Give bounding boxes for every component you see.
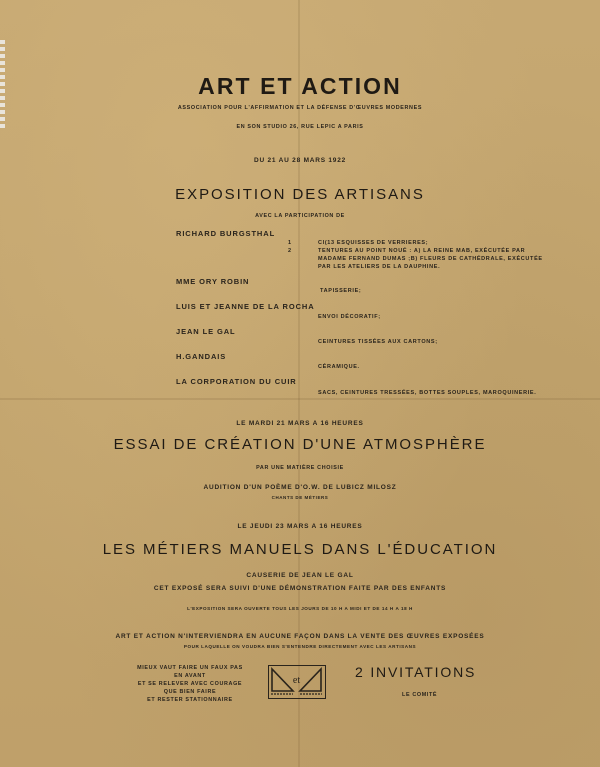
association-subtitle: ASSOCIATION POUR L'AFFIRMATION ET LA DÉFENSE D'ŒUVRES MODERNES bbox=[177, 105, 423, 111]
sales-notice: ART ET ACTION N'INTERVIENDRA EN AUCUNE FAÇON DANS LA VENTE DES ŒUVRES EXPOSÉES bbox=[115, 633, 485, 640]
motto-line: ET SE RELEVER AVEC COURAGE bbox=[137, 681, 243, 687]
participant-description: TENTURES AU POINT NOUÉ : A) LA REINE MAB, EXÉCUTÉE PAR bbox=[318, 248, 526, 254]
svg-text:et: et bbox=[292, 675, 301, 686]
event2-date: LE JEUDI 23 MARS A 16 HEURES bbox=[237, 523, 363, 530]
exposition-title: EXPOSITION DES ARTISANS bbox=[175, 186, 425, 203]
opening-hours: L'EXPOSITION SERA OUVERTE TOUS LES JOURS DE 10 H A MIDI ET DE 14 H A 18 H bbox=[187, 606, 413, 611]
item-number: 2 bbox=[288, 248, 292, 254]
event1-title: ESSAI DE CRÉATION D'UNE ATMOSPHÈRE bbox=[113, 436, 487, 453]
poster-title: ART ET ACTION bbox=[198, 73, 402, 99]
participant-name: LA CORPORATION DU CUIR bbox=[176, 377, 297, 386]
address: EN SON STUDIO 26, RUE LEPIC A PARIS bbox=[236, 124, 364, 130]
event1-subtitle: PAR UNE MATIÈRE CHOISIE bbox=[256, 465, 344, 471]
event2-title: LES MÉTIERS MANUELS DANS L'ÉDUCATION bbox=[102, 541, 498, 558]
participant-description: CÉRAMIQUE. bbox=[318, 364, 360, 370]
motto-line: QUE BIEN FAIRE bbox=[163, 689, 217, 695]
exhibition-dates: DU 21 AU 28 MARS 1922 bbox=[253, 157, 346, 164]
invitations-count: 2 INVITATIONS bbox=[355, 664, 477, 680]
participant-name: H.GANDAIS bbox=[176, 352, 227, 361]
motto-line: MIEUX VAUT FAIRE UN FAUX PAS bbox=[137, 665, 243, 671]
participant-description: ENVOI DÉCORATIF; bbox=[318, 314, 381, 320]
art-et-action-logo bbox=[268, 665, 326, 699]
fold-crease-vertical bbox=[298, 0, 300, 767]
participant-description: CEINTURES TISSÉES AUX CARTONS; bbox=[318, 339, 438, 345]
participant-description: PAR LES ATELIERS DE LA DAUPHINE. bbox=[318, 264, 441, 270]
signature: LE COMITÉ bbox=[402, 692, 438, 698]
participant-description: TAPISSERIE; bbox=[320, 288, 362, 294]
participant-description: MADAME FERNAND DUMAS ;B) FLEURS DE CATHÉDRALE, EXÉCUTÉE bbox=[318, 256, 543, 262]
participant-name: MME ORY ROBIN bbox=[176, 277, 250, 286]
participant-name: RICHARD BURGSTHAL bbox=[176, 229, 276, 238]
participant-description: CI(13 ESQUISSES DE VERRIERES; bbox=[318, 240, 429, 246]
event1-audition: AUDITION D'UN POÈME D'O.W. DE LUBICZ MILOSZ bbox=[203, 484, 397, 491]
sales-notice-detail: POUR LAQUELLE ON VOUDRA BIEN S'ENTENDRE DIRECTEMENT AVEC LES ARTISANS bbox=[183, 644, 417, 649]
participant-description: SACS, CEINTURES TRESSÉES, BOTTES SOUPLES, MAROQUINERIE. bbox=[318, 390, 537, 396]
event2-causerie: CAUSERIE DE JEAN LE GAL bbox=[246, 572, 354, 579]
motto-line: ET RESTER STATIONNAIRE bbox=[147, 697, 233, 703]
motto-line: EN AVANT bbox=[174, 673, 206, 679]
participant-name: JEAN LE GAL bbox=[176, 327, 236, 336]
item-number: 1 bbox=[288, 240, 292, 246]
event1-chants: CHANTS DE MÉTIERS bbox=[271, 495, 329, 500]
event2-demo: CET EXPOSÉ SERA SUIVI D'UNE DÉMONSTRATION FAITE PAR DES ENFANTS bbox=[153, 585, 447, 592]
set-square-logo-icon bbox=[269, 666, 324, 697]
fold-crease-horizontal bbox=[0, 398, 600, 400]
participant-name: LUIS ET JEANNE DE LA ROCHA bbox=[176, 302, 315, 311]
participation-label: AVEC LA PARTICIPATION DE bbox=[255, 213, 345, 219]
event1-date: LE MARDI 21 MARS A 16 HEURES bbox=[236, 420, 364, 427]
